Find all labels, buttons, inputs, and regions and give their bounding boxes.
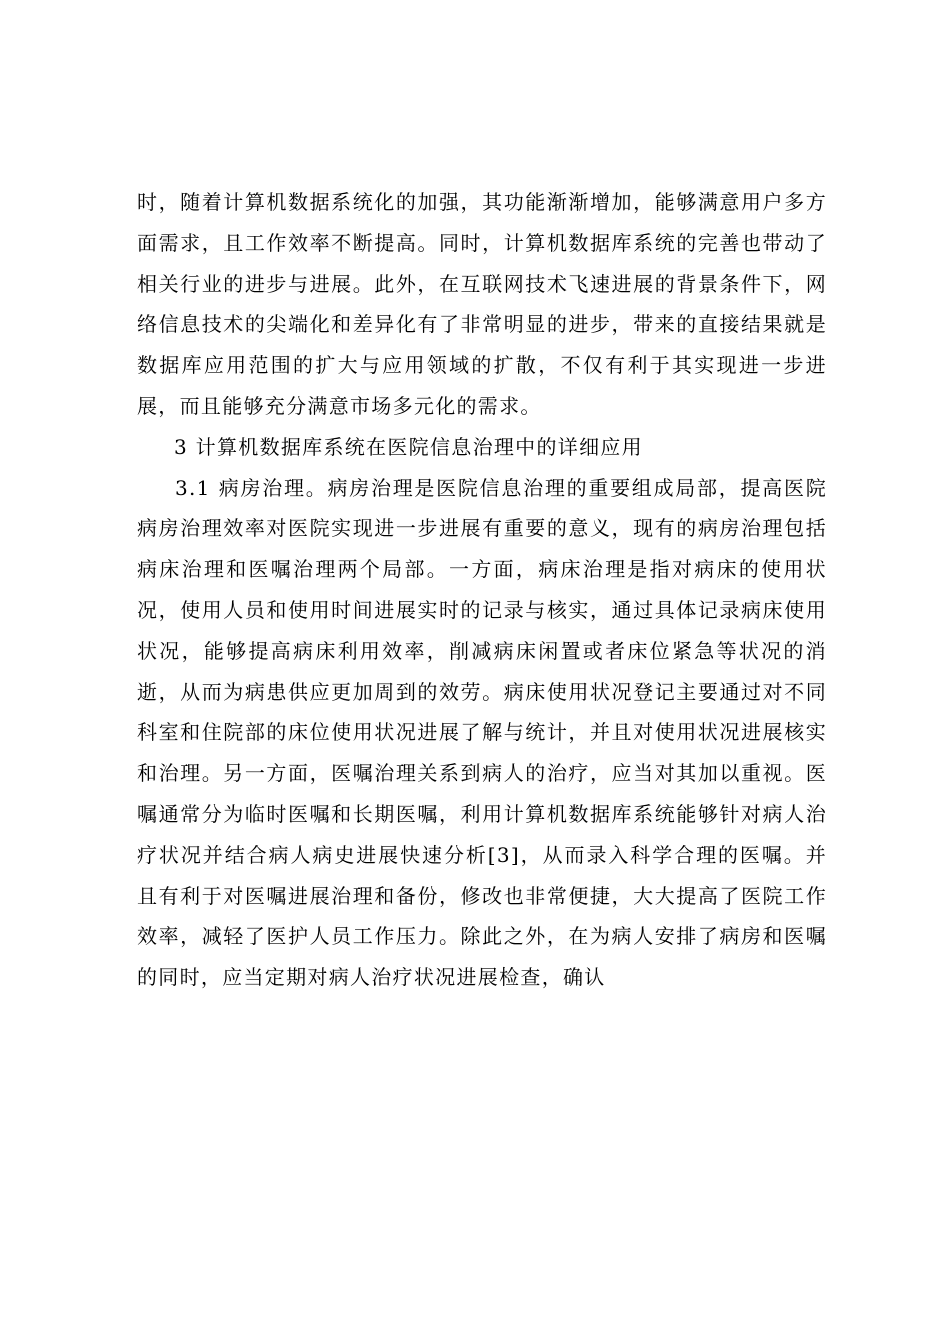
paragraph-ward-management: 3.1 病房治理。病房治理是医院信息治理的重要组成局部，提高医院病房治理效率对医院实现进一步进展有重要的意义，现有的病房治理包括病床治理和医嘱治理两个局部。一方面，病床治理是指对病床的使用状况，使用人员和使用时间进展实时的记录与核实，通过具体记录病床使用状况，能够提高病床利用效率，削减病床闲置或者床位紧急等状况的消逝，从而为病患供应更加周到的效劳。病床使用状况登记主要通过对不同科室和住院部的床位使用状况进展了解与统计，并且对使用状况进展核实和治理。另一方面，医嘱治理关系到病人的治疗，应当对其加以重视。医嘱通常分为临时医嘱和长期医嘱，利用计算机数据库系统能够针对病人治疗状况并结合病人病史进展快速分析[3]，从而录入科学合理的医嘱。并且有利于对医嘱进展治理和备份，修改也非常便捷，大大提高了医院工作效率，减轻了医护人员工作压力。除此之外，在为病人安排了病房和医嘱的同时，应当定期对病人治疗状况进展检查，确认 <box>137 475 827 990</box>
section-heading: 3 计算机数据库系统在医院信息治理中的详细应用 <box>174 434 643 459</box>
body-text <box>137 182 827 998</box>
paragraph-intro-continuation: 时，随着计算机数据系统化的加强，其功能渐渐增加，能够满意用户多方面需求，且工作效率不断提高。同时，计算机数据库系统的完善也带动了相关行业的进步与进展。此外，在互联网技术飞速进展的背景条件下，网络信息技术的尖端化和差异化有了非常明显的进步，带来的直接结果就是数据库应用范围的扩大与应用领域的扩散，不仅有利于其实现进一步进展，而且能够充分满意市场多元化的需求。 <box>137 190 827 418</box>
